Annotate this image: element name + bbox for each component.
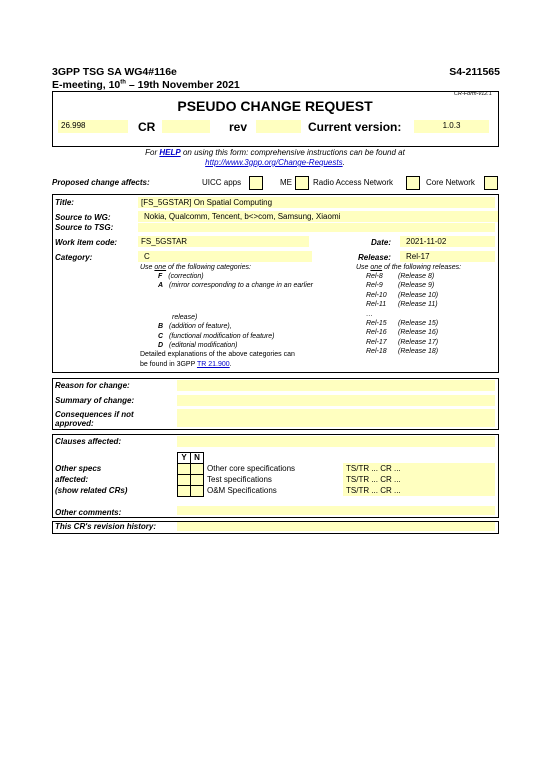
release-code: Rel-11 — [366, 301, 387, 308]
release-code: Rel-9 — [366, 282, 383, 289]
current-version-label: Current version: — [308, 120, 402, 134]
revision-history-label: This CR's revision history: — [55, 522, 157, 531]
other-specs-label-1: Other specs — [55, 464, 102, 473]
tr-21900-link[interactable]: TR 21.900 — [196, 361, 230, 368]
help-url-line: http://www.3gpp.org/Change-Requests. — [205, 158, 345, 167]
date-field[interactable]: 2021-11-02 — [400, 236, 495, 247]
release-description: (Release 16) — [398, 329, 439, 336]
summary-field[interactable] — [177, 395, 495, 406]
core-network-label: Core Network — [426, 178, 475, 187]
document-number: S4-211565 — [449, 66, 500, 78]
consequences-label-2: approved: — [55, 419, 94, 428]
title-label: Title: — [55, 198, 74, 207]
summary-label: Summary of change: — [55, 396, 135, 405]
ran-checkbox[interactable] — [406, 176, 420, 190]
rev-field[interactable] — [256, 120, 301, 133]
om-specs-yes-checkbox[interactable] — [177, 485, 191, 497]
category-label: Category: — [55, 253, 93, 262]
release-item — [366, 301, 438, 308]
other-comments-label: Other comments: — [55, 508, 122, 517]
release-description: (Release 18) — [398, 348, 439, 355]
om-specs-label: O&M Specifications — [207, 486, 277, 495]
source-tsg-field[interactable] — [138, 223, 495, 232]
date-label: Date: — [371, 238, 392, 247]
cr-label: CR — [138, 120, 156, 134]
category-a-continuation: release) — [172, 314, 198, 321]
source-tsg-label: Source to TSG: — [55, 223, 114, 232]
uicc-label: UICC apps — [202, 178, 242, 187]
uicc-checkbox[interactable] — [249, 176, 263, 190]
release-code: Rel-17 — [366, 339, 387, 346]
om-specs-no-checkbox[interactable] — [190, 485, 204, 497]
spec-number-field[interactable]: 26.998 — [58, 120, 128, 133]
release-item — [366, 348, 438, 355]
release-description: (Release 11) — [398, 301, 438, 308]
clauses-field[interactable] — [177, 436, 495, 447]
category-intro: Use one of the following categories: — [140, 264, 251, 271]
release-code: … — [366, 311, 373, 318]
release-code: Rel-10 — [366, 292, 387, 299]
other-specs-label-3: (show related CRs) — [55, 486, 128, 495]
cr-number-field[interactable] — [162, 120, 210, 133]
category-a: A (mirror corresponding to a change in an earlier — [158, 282, 313, 289]
source-wg-label: Source to WG: — [55, 213, 111, 222]
change-requests-link[interactable]: http://www.3gpp.org/Change-Requests — [205, 158, 343, 167]
release-code: Rel-18 — [366, 348, 387, 355]
form-title: PSEUDO CHANGE REQUEST — [177, 98, 373, 114]
other-comments-field[interactable] — [177, 506, 495, 515]
release-field[interactable]: Rel-17 — [400, 251, 495, 262]
help-text: For HELP on using this form: comprehensive instructions can be found at — [145, 148, 405, 157]
category-d: D (editorial modification) — [158, 342, 238, 349]
release-description: (Release 17) — [398, 339, 439, 346]
source-wg-field[interactable]: Nokia, Qualcomm, Tencent, b<>com, Samsung, Xiaomi — [138, 211, 498, 222]
category-detail-1: Detailed explanations of the above categories can — [140, 351, 295, 358]
category-b: B (addition of feature), — [158, 323, 232, 330]
core-specs-tstr-field[interactable]: TS/TR ... CR ... — [343, 463, 495, 474]
reason-field[interactable] — [177, 380, 495, 391]
release-label: Release: — [358, 253, 391, 262]
work-item-field[interactable]: FS_5GSTAR — [138, 236, 309, 247]
release-item — [366, 273, 434, 280]
me-label: ME — [280, 178, 292, 187]
release-code: Rel-8 — [366, 273, 383, 280]
other-specs-label-2: affected: — [55, 475, 89, 484]
rev-label: rev — [229, 120, 248, 134]
release-intro: Use one of the following releases: — [356, 264, 462, 271]
ran-label: Radio Access Network — [313, 178, 394, 187]
form-version: CR-Form-v12.1 — [454, 91, 492, 97]
release-item — [366, 339, 438, 346]
category-c: C (functional modification of feature) — [158, 333, 275, 340]
release-item — [366, 292, 438, 299]
revision-history-field[interactable] — [177, 522, 495, 531]
meeting-name: 3GPP TSG SA WG4#116e — [52, 66, 177, 78]
other-core-specs-label: Other core specifications — [207, 464, 296, 473]
release-item — [366, 329, 438, 336]
clauses-label: Clauses affected: — [55, 437, 122, 446]
category-f: F (correction) — [158, 273, 204, 280]
om-specs-tstr-field[interactable]: TS/TR ... CR ... — [343, 485, 495, 496]
release-description: (Release 8) — [398, 273, 435, 280]
release-item — [366, 282, 434, 289]
help-link[interactable]: HELP — [159, 148, 181, 157]
release-description: (Release 15) — [398, 320, 439, 327]
release-code: Rel-16 — [366, 329, 387, 336]
test-specs-tstr-field[interactable]: TS/TR ... CR ... — [343, 474, 495, 485]
release-item — [366, 320, 438, 327]
proposed-change-affects-label: Proposed change affects: — [52, 178, 150, 187]
no-column-header: N — [190, 452, 204, 464]
title-field[interactable]: [FS_5GSTAR] On Spatial Computing — [138, 197, 495, 208]
current-version-field[interactable]: 1.0.3 — [414, 120, 489, 133]
release-description: (Release 9) — [398, 282, 435, 289]
meeting-date: E-meeting, 10th – 19th November 2021 — [52, 79, 240, 91]
work-item-label: Work item code: — [55, 238, 118, 247]
release-description: (Release 10) — [398, 292, 439, 299]
reason-label: Reason for change: — [55, 381, 130, 390]
consequences-field[interactable] — [177, 409, 495, 427]
me-checkbox[interactable] — [295, 176, 309, 190]
release-code: Rel-15 — [366, 320, 387, 327]
release-item — [366, 311, 398, 318]
core-network-checkbox[interactable] — [484, 176, 498, 190]
category-field[interactable]: C — [138, 251, 312, 262]
test-specs-label: Test specifications — [207, 475, 272, 484]
consequences-label-1: Consequences if not — [55, 410, 134, 419]
category-detail-2: be found in 3GPP TR 21.900. — [140, 361, 232, 368]
yes-column-header: Y — [177, 452, 191, 464]
